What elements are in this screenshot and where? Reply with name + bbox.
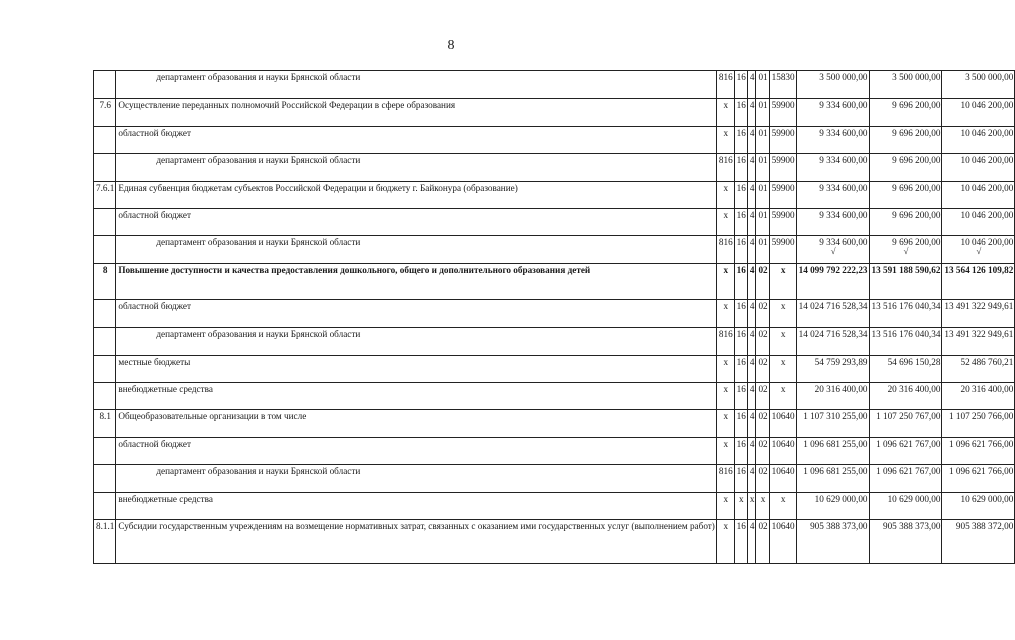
code-cell-c1: х [716,438,734,465]
code-cell-c1: х [716,127,734,154]
item-name-text: Субсидии государственным учреждениям на возмещение нормативных затрат, связанных с оказанием ими государственных услуг (выполнением работ) [118,521,715,531]
code-cell-c2: 16 [734,328,747,356]
code-cell-c1: 816 [716,236,734,264]
code-cell-c4: 01 [756,182,769,209]
item-number-cell [94,356,116,383]
item-name-text: департамент образования и науки Брянской области [156,466,361,476]
amount-cell-a3 [942,410,1015,438]
code-cell-c3: 4 [747,209,756,236]
code-cell-c5: 10640 [769,438,796,465]
table-row [94,520,1015,564]
item-number-cell: 8.1 [94,410,116,438]
amount-value: 905 388 373,00 [882,521,941,531]
item-name-cell [116,99,717,127]
code-cell-c4: 02 [756,328,769,356]
amount-cell-a3 [942,182,1015,209]
item-name-cell [116,410,717,438]
item-name-cell [116,236,717,264]
code-cell-c2: 16 [734,356,747,383]
check-mark-icon: √ [976,246,982,256]
code-cell-c2: 16 [734,71,747,99]
table-row [94,465,1015,493]
amount-value: 3 500 000,00 [965,72,1014,82]
table-row [94,209,1015,236]
code-cell-c1: х [716,520,734,564]
code-cell-c3: 4 [747,300,756,328]
item-name-text: областной бюджет [118,301,191,311]
item-name-cell [116,465,717,493]
item-name-cell [116,438,717,465]
item-name-text: департамент образования и науки Брянской области [156,237,361,247]
amount-value: 10 046 200,00 [960,128,1014,138]
amount-cell-a1 [796,493,869,520]
code-cell-c4: 02 [756,356,769,383]
code-cell-c4: 02 [756,410,769,438]
amount-cell-a1 [796,328,869,356]
item-name-text: местные бюджеты [118,357,191,367]
amount-cell-a2 [869,465,942,493]
item-name-text: областной бюджет [118,439,191,449]
item-name-cell [116,383,717,410]
item-number-cell: 8 [94,264,116,300]
amount-value: 1 107 310 255,00 [803,411,868,421]
code-cell-c3: 4 [747,71,756,99]
code-cell-c1: х [716,356,734,383]
code-cell-c5: 15830 [769,71,796,99]
code-cell-c3: 4 [747,438,756,465]
code-cell-c5: х [769,493,796,520]
amount-value: 52 486 760,21 [960,357,1014,367]
code-cell-c2: 16 [734,209,747,236]
amount-cell-a1 [796,71,869,99]
table-row [94,300,1015,328]
amount-cell-a3 [942,236,1015,264]
code-cell-c1: х [716,383,734,410]
code-cell-c4: х [756,493,769,520]
amount-cell-a2 [869,438,942,465]
code-cell-c1: 816 [716,154,734,182]
amount-cell-a2 [869,300,942,328]
code-cell-c4: 01 [756,71,769,99]
code-cell-c2: 16 [734,127,747,154]
table-row [94,383,1015,410]
amount-cell-a3 [942,154,1015,182]
code-cell-c4: 01 [756,127,769,154]
amount-value: 1 096 621 767,00 [876,439,941,449]
code-cell-c3: 4 [747,154,756,182]
amount-cell-a2 [869,71,942,99]
amount-cell-a1 [796,520,869,564]
amount-value: 20 316 400,00 [887,384,941,394]
table-row [94,127,1015,154]
amount-cell-a3 [942,383,1015,410]
amount-value: 1 096 621 766,00 [949,466,1014,476]
table-row [94,154,1015,182]
amount-value: 905 388 373,00 [810,521,868,531]
table-row [94,182,1015,209]
code-cell-c1: 816 [716,328,734,356]
code-cell-c1: х [716,209,734,236]
table-row [94,236,1015,264]
amount-cell-a1 [796,182,869,209]
item-number-cell [94,383,116,410]
code-cell-c2: 16 [734,465,747,493]
code-cell-c3: 4 [747,99,756,127]
code-cell-c3: 4 [747,410,756,438]
item-number-cell [94,465,116,493]
code-cell-c2: 16 [734,300,747,328]
amount-cell-a1 [796,154,869,182]
amount-cell-a3 [942,99,1015,127]
item-number-cell [94,236,116,264]
amount-cell-a2 [869,182,942,209]
item-name-text: областной бюджет [118,128,191,138]
amount-cell-a3 [942,71,1015,99]
amount-value: 10 046 200,00 [960,183,1014,193]
code-cell-c3: 4 [747,236,756,264]
amount-value: 13 516 176 040,34 [871,329,941,339]
code-cell-c3: 4 [747,520,756,564]
table-row [94,71,1015,99]
item-name-cell [116,182,717,209]
item-name-cell [116,264,717,300]
code-cell-c1: х [716,264,734,300]
item-number-cell: 7.6 [94,99,116,127]
amount-value: 14 024 716 528,34 [798,329,868,339]
table-row [94,264,1015,300]
amount-value: 14 024 716 528,34 [798,301,868,311]
amount-cell-a3 [942,493,1015,520]
code-cell-c4: 02 [756,300,769,328]
check-mark-icon: √ [903,246,909,256]
item-name-cell [116,71,717,99]
amount-value: 54 759 293,89 [814,357,868,367]
item-name-cell [116,493,717,520]
code-cell-c4: 02 [756,438,769,465]
code-cell-c5: 59900 [769,209,796,236]
code-cell-c3: 4 [747,383,756,410]
amount-cell-a2 [869,328,942,356]
amount-value: 13 564 126 109,82 [944,265,1014,275]
code-cell-c1: х [716,182,734,209]
amount-cell-a3 [942,209,1015,236]
code-cell-c1: х [716,493,734,520]
item-name-text: Единая субвенция бюджетам субъектов Российской Федерации и бюджету г. Байконура (образование) [118,183,518,193]
code-cell-c2: 16 [734,438,747,465]
code-cell-c1: 816 [716,465,734,493]
amount-cell-a2 [869,520,942,564]
item-number-cell [94,493,116,520]
amount-value: 1 096 621 766,00 [949,439,1014,449]
code-cell-c3: 4 [747,465,756,493]
amount-value: 10 629 000,00 [960,494,1014,504]
code-cell-c2: 16 [734,520,747,564]
amount-value: 9 696 200,00 [892,210,941,220]
amount-value: 9 334 600,00 [819,237,868,247]
amount-value: 10 046 200,00 [960,210,1014,220]
code-cell-c2: 16 [734,383,747,410]
amount-value: 9 696 200,00 [892,237,941,247]
code-cell-c5: х [769,328,796,356]
item-name-text: Осуществление переданных полномочий Российской Федерации в сфере образования [118,100,456,110]
item-name-cell [116,209,717,236]
code-cell-c5: х [769,264,796,300]
code-cell-c4: 01 [756,99,769,127]
table-row [94,493,1015,520]
code-cell-c2: 16 [734,410,747,438]
item-name-cell [116,154,717,182]
code-cell-c5: 10640 [769,520,796,564]
amount-value: 905 388 372,00 [955,521,1014,531]
amount-cell-a3 [942,328,1015,356]
amount-cell-a1 [796,383,869,410]
item-name-text: внебюджетные средства [118,494,213,504]
amount-value: 1 096 681 255,00 [803,466,868,476]
code-cell-c5: х [769,356,796,383]
table-row [94,438,1015,465]
amount-cell-a2 [869,127,942,154]
code-cell-c3: 4 [747,182,756,209]
item-number-cell [94,438,116,465]
code-cell-c5: 10640 [769,410,796,438]
item-name-text: Общеобразовательные организации в том числе [118,411,307,421]
amount-cell-a1 [796,438,869,465]
item-name-cell [116,356,717,383]
check-mark-icon: √ [830,246,836,256]
budget-table [93,70,1015,564]
amount-value: 1 107 250 767,00 [876,411,941,421]
code-cell-c5: 59900 [769,127,796,154]
amount-value: 54 696 150,28 [887,357,941,367]
amount-value: 10 629 000,00 [814,494,868,504]
code-cell-c2: 16 [734,99,747,127]
amount-cell-a1 [796,127,869,154]
amount-value: 13 491 322 949,61 [944,301,1014,311]
item-number-cell [94,127,116,154]
item-name-text: департамент образования и науки Брянской области [156,329,361,339]
amount-value: 10 046 200,00 [960,237,1014,247]
amount-cell-a2 [869,154,942,182]
table-row [94,356,1015,383]
amount-cell-a1 [796,99,869,127]
amount-value: 10 046 200,00 [960,155,1014,165]
code-cell-c3: 4 [747,127,756,154]
item-number-cell [94,154,116,182]
amount-value: 9 696 200,00 [892,183,941,193]
item-number-cell: 7.6.1 [94,182,116,209]
item-name-cell [116,328,717,356]
amount-value: 10 629 000,00 [887,494,941,504]
code-cell-c5: 59900 [769,236,796,264]
amount-cell-a3 [942,465,1015,493]
item-name-text: областной бюджет [118,210,191,220]
code-cell-c1: х [716,410,734,438]
amount-cell-a2 [869,493,942,520]
amount-cell-a3 [942,356,1015,383]
amount-value: 3 500 000,00 [819,72,868,82]
code-cell-c3: 4 [747,328,756,356]
amount-cell-a2 [869,209,942,236]
code-cell-c4: 01 [756,154,769,182]
amount-cell-a2 [869,383,942,410]
table-row [94,410,1015,438]
item-number-cell [94,328,116,356]
code-cell-c4: 01 [756,236,769,264]
amount-value: 9 696 200,00 [892,128,941,138]
amount-value: 9 334 600,00 [819,128,868,138]
code-cell-c4: 02 [756,465,769,493]
code-cell-c4: 02 [756,383,769,410]
code-cell-c5: 59900 [769,99,796,127]
item-name-cell [116,127,717,154]
amount-value: 20 316 400,00 [960,384,1014,394]
amount-value: 9 334 600,00 [819,100,868,110]
code-cell-c2: х [734,493,747,520]
item-name-text: департамент образования и науки Брянской области [156,155,361,165]
item-number-cell [94,300,116,328]
amount-cell-a3 [942,264,1015,300]
code-cell-c2: 16 [734,182,747,209]
amount-cell-a1 [796,236,869,264]
code-cell-c4: 02 [756,264,769,300]
amount-cell-a2 [869,410,942,438]
amount-cell-a1 [796,356,869,383]
item-name-text: внебюджетные средства [118,384,213,394]
amount-value: 13 591 188 590,62 [871,265,941,275]
amount-cell-a3 [942,127,1015,154]
amount-value: 9 334 600,00 [819,183,868,193]
code-cell-c5: 59900 [769,154,796,182]
amount-value: 9 696 200,00 [892,100,941,110]
amount-cell-a2 [869,356,942,383]
item-name-text: департамент образования и науки Брянской области [156,72,361,82]
code-cell-c3: х [747,493,756,520]
amount-cell-a2 [869,99,942,127]
code-cell-c2: 16 [734,236,747,264]
code-cell-c5: х [769,383,796,410]
code-cell-c5: х [769,300,796,328]
amount-value: 1 096 681 255,00 [803,439,868,449]
amount-cell-a3 [942,438,1015,465]
amount-cell-a3 [942,300,1015,328]
code-cell-c3: 4 [747,264,756,300]
item-name-text: Повышение доступности и качества предоставления дошкольного, общего и дополнительного образования детей [118,265,591,275]
code-cell-c5: 10640 [769,465,796,493]
code-cell-c4: 01 [756,209,769,236]
amount-cell-a1 [796,209,869,236]
item-name-cell [116,300,717,328]
amount-value: 13 516 176 040,34 [871,301,941,311]
amount-value: 20 316 400,00 [814,384,868,394]
code-cell-c2: 16 [734,154,747,182]
item-name-cell [116,520,717,564]
code-cell-c1: х [716,99,734,127]
amount-value: 9 696 200,00 [892,155,941,165]
amount-value: 9 334 600,00 [819,155,868,165]
amount-value: 1 096 621 767,00 [876,466,941,476]
code-cell-c5: 59900 [769,182,796,209]
amount-cell-a3 [942,520,1015,564]
amount-cell-a2 [869,236,942,264]
amount-cell-a1 [796,300,869,328]
code-cell-c4: 02 [756,520,769,564]
code-cell-c1: х [716,300,734,328]
item-number-cell: 8.1.1 [94,520,116,564]
page-number: 8 [447,38,455,53]
code-cell-c2: 16 [734,264,747,300]
amount-value: 13 491 322 949,61 [944,329,1014,339]
table-row [94,99,1015,127]
item-number-cell [94,209,116,236]
code-cell-c3: 4 [747,356,756,383]
amount-cell-a2 [869,264,942,300]
amount-value: 10 046 200,00 [960,100,1014,110]
amount-cell-a1 [796,264,869,300]
amount-value: 9 334 600,00 [819,210,868,220]
table-row [94,328,1015,356]
code-cell-c1: 816 [716,71,734,99]
item-number-cell [94,71,116,99]
amount-value: 1 107 250 766,00 [949,411,1014,421]
amount-value: 3 500 000,00 [892,72,941,82]
amount-value: 14 099 792 222,23 [798,265,868,275]
amount-cell-a1 [796,410,869,438]
amount-cell-a1 [796,465,869,493]
